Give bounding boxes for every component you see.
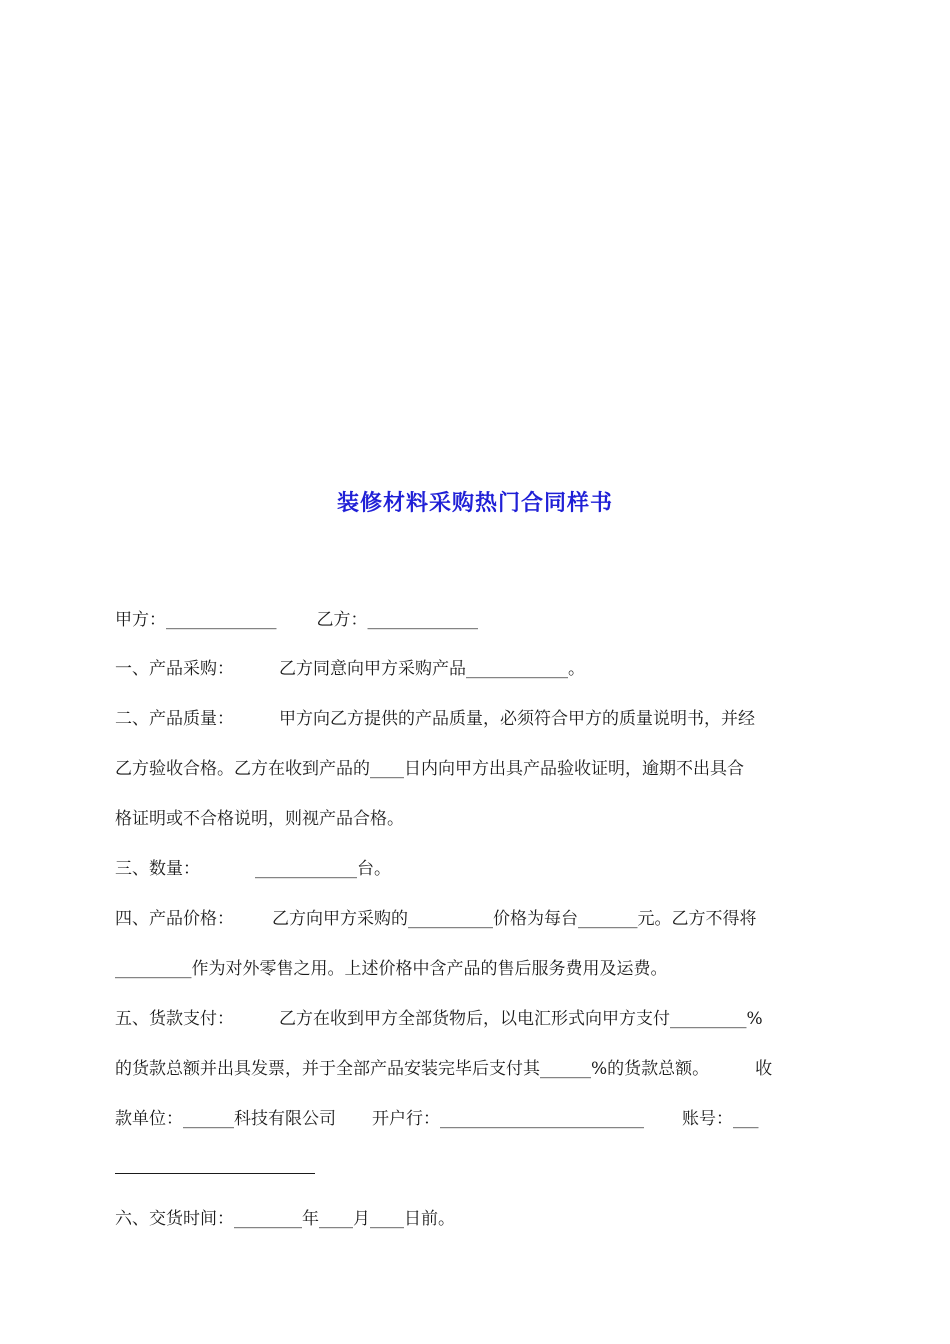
party-a-field: 甲方：_____________: [115, 610, 277, 630]
section-1-line: [115, 657, 837, 681]
section-4-heading: 四、产品价格：: [115, 909, 234, 929]
section-2-body-3: 格证明或不合格说明，则视产品合格。: [115, 809, 404, 829]
section-5-body-1: 乙方在收到甲方全部货物后，以电汇形式向甲方支付_________%: [279, 1009, 763, 1029]
section-2-heading: 二、产品质量：: [115, 709, 234, 729]
section-5-heading: 五、货款支付：: [115, 1009, 234, 1029]
section-3-heading: 三、数量：: [115, 859, 200, 879]
section-6-line: [115, 1207, 837, 1231]
payee-field: 款单位：______科技有限公司: [115, 1109, 336, 1129]
section-3-body: ____________台。: [255, 859, 391, 879]
bank-field: 开户行：________________________: [372, 1109, 644, 1129]
section-3-line: [115, 857, 837, 881]
section-5-body-2: 的货款总额并出具发票，并于全部产品安装完毕后支付其______%的货款总额。: [115, 1059, 710, 1079]
section-1-body: 乙方同意向甲方采购产品____________。: [279, 659, 585, 679]
section-6-body: ________年____月____日前。: [234, 1209, 455, 1229]
section-5-line-3: [115, 1107, 837, 1131]
section-2-body-1: 甲方向乙方提供的产品质量，必须符合甲方的质量说明书，并经: [279, 709, 755, 729]
document-title: 装修材料采购热门合同样书: [336, 491, 613, 516]
section-2-line-1: [115, 707, 837, 731]
section-5-line-2: [115, 1057, 837, 1081]
section-4-line-1: [115, 907, 837, 931]
section-4-body-2: _________作为对外零售之用。上述价格中含产品的售后服务费用及运费。: [115, 959, 668, 979]
parties-line: [115, 608, 837, 632]
party-b-field: 乙方：_____________: [316, 610, 478, 630]
section-5-body-2-end: 收: [755, 1059, 773, 1079]
section-4-body-1: 乙方向甲方采购的__________价格为每台_______元。乙方不得将: [272, 909, 757, 929]
section-5-line-1: [115, 1007, 837, 1031]
section-1-heading: 一、产品采购：: [115, 659, 234, 679]
account-field: 账号：___: [682, 1109, 759, 1129]
section-2-body-2: 乙方验收合格。乙方在收到产品的____日内向甲方出具产品验收证明，逾期不出具合: [115, 759, 744, 779]
section-6-heading: 六、交货时间：: [115, 1209, 234, 1229]
account-continuation-blank: [115, 1172, 315, 1174]
